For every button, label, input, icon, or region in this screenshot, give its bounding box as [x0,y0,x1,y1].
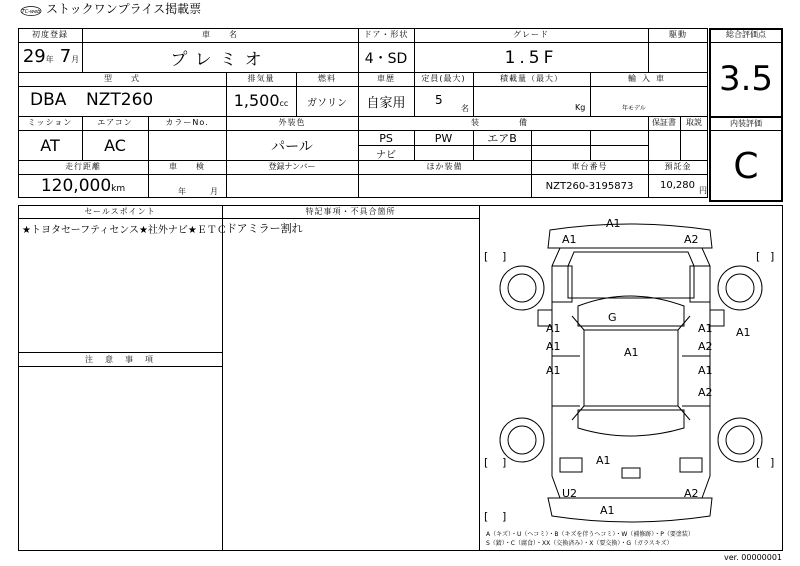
hood-shape [578,296,684,326]
equip-ps: PS [379,131,393,145]
legend-line-2: S（錆）・C（腐食）・XX（交換済み）・X（要交換）・G（ガラスキズ） [486,540,673,547]
load-unit: Kg [575,103,586,112]
mission-value: AT [40,136,60,155]
svg-text:[: [ [484,456,489,469]
overall-score-label: 総合評価点 [726,30,766,39]
history-label: 車歴 [377,74,395,83]
svg-text:[: [ [756,250,761,263]
svg-text:A1: A1 [600,504,615,517]
svg-text:A2: A2 [684,233,699,246]
inspection-month-unit: 月 [210,187,218,196]
deposit-unit: 円 [699,186,707,195]
model-value: NZT260 [86,90,154,110]
car-damage-diagram [480,206,782,550]
chassis-no-value: NZT260-3195873 [545,181,634,192]
svg-text:A2: A2 [698,340,713,353]
interior-score-value: C [733,145,759,187]
svg-text:[: [ [484,510,489,523]
capacity-label: 定員(最大) [421,74,466,83]
document-title: ストックワンプライス掲載票 [46,2,202,16]
front-right-wheel [718,266,762,310]
load-label: 積載量（最大） [500,74,563,83]
chassis-no-label: 車台番号 [571,162,608,171]
capacity-value: 5 [435,93,443,107]
svg-text:[: [ [484,250,489,263]
deposit-label: 預託金 [664,162,692,171]
grade-value: 1.5F [504,47,558,68]
sales-point-label: セールスポイント [84,207,156,216]
mileage-label: 走行距離 [65,162,101,171]
svg-text:A1: A1 [624,346,639,359]
car-name-value: プレミオ [170,50,270,70]
overall-score-value: 3.5 [718,59,774,99]
mileage-value: 120,000 km [40,176,126,196]
grade-label: グレード [513,30,549,39]
drive-label: 駆動 [669,30,687,39]
notes-text: ドアミラー割れ [226,222,303,235]
inspection-label: 車 検 [169,162,205,171]
svg-text:A1: A1 [546,340,561,353]
first-reg-label: 初度登録 [32,30,68,39]
rear-left-wheel [500,418,544,462]
svg-text:A1: A1 [698,364,713,377]
reg-date: 29 年 7 月 [22,46,80,67]
front-left-wheel [500,266,544,310]
body-outline [552,248,710,498]
svg-text:]: ] [502,456,507,469]
capacity-unit: 名 [461,104,469,113]
color-no-label: カラーNo. [165,118,209,127]
ext-color-value: パール [271,138,313,155]
svg-text:A1: A1 [698,322,713,335]
svg-text:]: ] [770,456,775,469]
door-shape-value: 4・SD [364,50,408,67]
inspection-year-unit: 年 [178,187,186,196]
displacement-value: 1,500 cc [233,91,289,110]
interior-score-label: 内装評価 [730,119,762,128]
plate-no-label: 登録ナンバー [268,162,316,171]
notes-defects-label: 特記事項・不具合箇所 [305,207,396,216]
aircon-value: AC [104,136,126,155]
fuel-label: 燃料 [318,74,336,83]
import-unit: 年モデル [622,105,646,112]
svg-text:A1: A1 [546,322,561,335]
deposit-value: 10,280 [660,180,695,191]
fuel-value: ガソリン [307,98,347,109]
door-shape-label: ドア・形状 [363,30,409,39]
version-text: ver. 00000001 [724,553,783,562]
svg-text:A1: A1 [546,364,561,377]
aircon-label: エアコン [97,118,133,127]
model-label: 型 式 [104,74,140,83]
model-prefix: DBA [30,90,67,110]
ext-color-label: 外装色 [278,118,306,127]
import-label: 輸入車 [628,74,670,83]
svg-text:]: ] [770,250,775,263]
displacement-label: 排気量 [247,74,275,83]
svg-text:U2: U2 [562,487,578,500]
warranty-label: 保証書 [652,118,676,127]
svg-text:]: ] [502,510,507,523]
svg-text:G: G [608,311,617,324]
equip-pw: PW [434,131,453,145]
svg-text:A1: A1 [562,233,577,246]
other-equipment-label: ほか装備 [426,162,463,171]
history-value: 自家用 [366,96,406,111]
equip-airbag: エアB [487,132,517,145]
sales-point-text: ★トヨタセーフティセンス★社外ナビ★ＥＴＣ [22,225,227,236]
car-name-label: 車 名 [202,30,238,39]
svg-text:A2: A2 [684,487,699,500]
roof-shape [584,330,678,406]
mission-label: ミッション [27,118,73,127]
svg-text:A2: A2 [698,386,713,399]
tcweb-logo [20,2,42,14]
svg-text:]: ] [502,250,507,263]
svg-text:A1: A1 [596,454,611,467]
svg-text:[: [ [756,456,761,469]
rear-bumper-shape [548,498,712,522]
svg-text:A1: A1 [736,326,751,339]
legend-line-1: A（キズ）・U（ヘコミ）・B（キズを伴うヘコミ）・W（補修跡）・P（要塗装） [486,531,694,538]
caution-label: 注 意 事 項 [85,355,155,364]
equipment-label: 装 備 [471,118,535,127]
equip-navi: ナビ [376,149,396,161]
svg-text:A1: A1 [606,217,621,230]
manual-label: 取説 [686,118,702,127]
svg-text:TC-web: TC-web [21,9,41,15]
